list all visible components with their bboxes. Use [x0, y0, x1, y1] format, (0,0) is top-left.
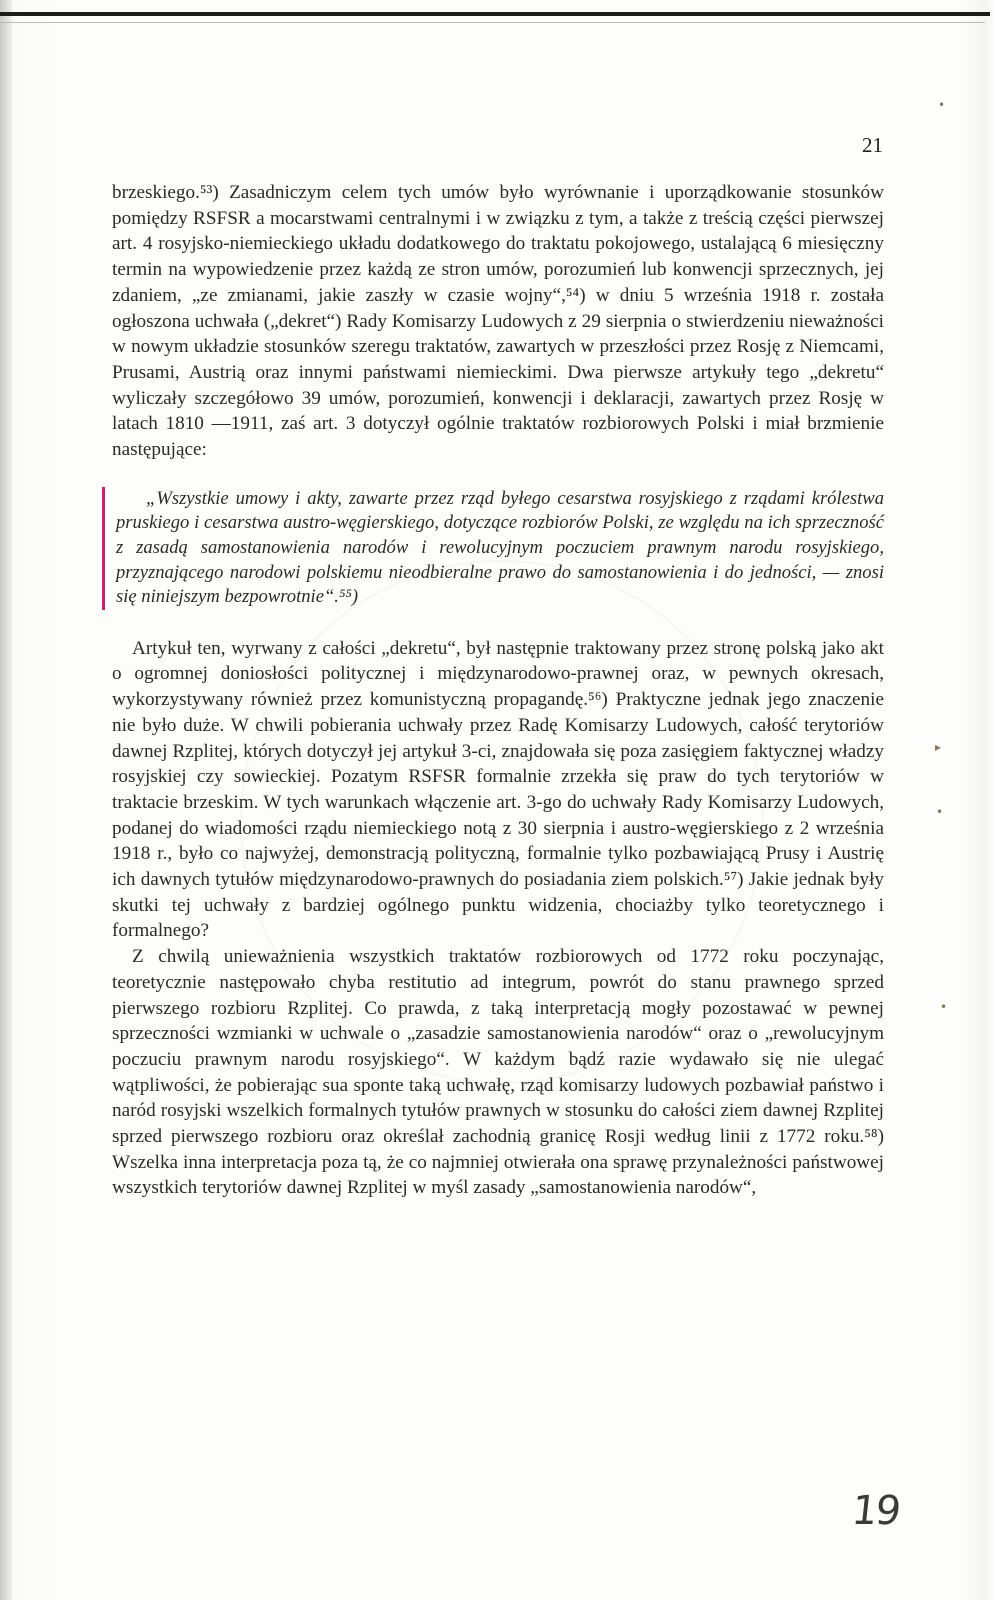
- margin-mark-1: •: [938, 98, 946, 112]
- body-text: [112, 180, 884, 1201]
- paragraph-2: Artykuł ten, wyrwany z całości „dekretu“, był następnie traktowany przez stronę polską jako akt o ogromnej doniosłości politycznej i międzynarodowo-prawnej oraz, w pewnych okresach, wykorzystywany również przez komunistyczną propagandę.⁵⁶) Praktyczne jednak jego znaczenie nie było duże. W chwili pobierania uchwały przez Radę Komisarzy Ludowych, całość terytoriów dawnej Rzplitej, których dotyczył jej artykuł 3-ci, znajdowała się poza zasięgiem faktycznej władzy rosyjskiej czy sowieckiej. Pozatym RSFSR formalnie zrzekła się praw do tych terytoriów w traktacie brzeskim. W tych warunkach włączenie art. 3-go do uchwały Rady Komisarzy Ludowych, podanej do wiadomości rządu niemieckiego notą z 30 sierpnia i austro-węgierskiego z 2 września 1918 r., było co najwyżej, demonstracją polityczną, formalnie tylko pozbawiającą Prusy i Austrię ich dawnych tytułów międzynarodowo-prawnych do posiadania ziem polskich.⁵⁷) Jakie jednak były skutki tej uchwały z bardziej ogólnego punktu widzenia, chociażby tylko teoretycznego i formalnego?: [112, 637, 884, 942]
- paragraph-3: Z chwilą unieważnienia wszystkich traktatów rozbiorowych od 1772 roku poczynając, teoretycznie następowało chyba restitutio ad integrum, powrót do stanu prawnego sprzed pierwszego rozbioru Rzplitej. Co prawda, z taką interpretacją mogły pozostawać w pewnej sprzeczności wzmianki w uchwale o „zasadzie samostanowienia narodów“ oraz o „rewolucyjnym poczuciu prawnym narodu rosyjskiego“. W każdym bądź razie wydawało się nie ulegać wątpliwości, że pobierając sua sponte taką uchwałę, rząd komisarzy ludowych pozbawiał państwo i naród rosyjski wszelkich formalnych tytułów prawnych w stosunku do całości ziem dawnej Rzplitej sprzed pierwszego rozbioru oraz określał zachodnią granicę Rosji według linii z 1772 roku.⁵⁸) Wszelka inna interpretacja poza tą, że co najmniej otwierała ona sprawę przynależności państwowej wszystkich terytoriów dawnej Rzplitej w myśl zasady „samostanowienia narodów“,: [112, 946, 884, 1199]
- block-quote: [112, 487, 884, 610]
- top-rule-thin: [0, 22, 985, 23]
- quote-margin-bar: [102, 487, 105, 610]
- top-rule: [0, 12, 990, 16]
- paragraph-1: brzeskiego.⁵³) Zasadniczym celem tych umów było wyrównanie i uporządkowanie stosunków pomiędzy RSFSR a mocarstwami centralnymi i w związku z tym, a także z treścią części pierwszej art. 4 rosyjsko-niemieckiego układu dodatkowego do traktatu pokojowego, ustalającą 6 miesięczny termin na wypowiedzenie przez każdą ze stron umów, porozumień lub konwencji sprzecznych, jej zdaniem, „ze zmianami, jakie zaszły w czasie wojny“,⁵⁴) w dniu 5 września 1918 r. została ogłoszona uchwała („dekret“) Rady Komisarzy Ludowych z 29 sierpnia o stwierdzeniu nieważności w nowym układzie stosunków szeregu traktatów, zawartych w przeszłości przez Rosję z Niemcami, Prusami, Austrią oraz innymi państwami niemieckimi. Dwa pierwsze artykuły tego „dekretu“ wyliczały szczegółowo 39 umów, porozumień, konwencji i deklaracji, zawartych przez Rosję w latach 1810 —1911, zaś art. 3 dotyczył ogólnie traktatów rozbiorowych Polski i miał brzmienie następujące:: [112, 182, 884, 461]
- margin-mark-3: •: [936, 805, 944, 819]
- quote-text: „Wszystkie umowy i akty, zawarte przez rząd byłego cesarstwa rosyjskiego z rządami królestwa pruskiego i cesarstwa austro-węgierskiego, dotyczące rozbiorów Polski, ze względu na ich sprzeczność z zasadą samostanowienia narodów i rewolucyjnym poczuciem prawnym narodu rosyjskiego, przyznającego narodowi polskiemu nieodbieralne prawo do samostanowienia i do jedności, — znosi się niniejszym bezpowrotnie“.⁵⁵): [116, 487, 884, 608]
- margin-mark-2: ▸: [935, 740, 942, 754]
- page-number: 21: [862, 133, 883, 157]
- handwritten-page-number: 19: [849, 1488, 902, 1534]
- margin-mark-4: •: [940, 1000, 948, 1014]
- page-left-edge: [0, 0, 12, 1600]
